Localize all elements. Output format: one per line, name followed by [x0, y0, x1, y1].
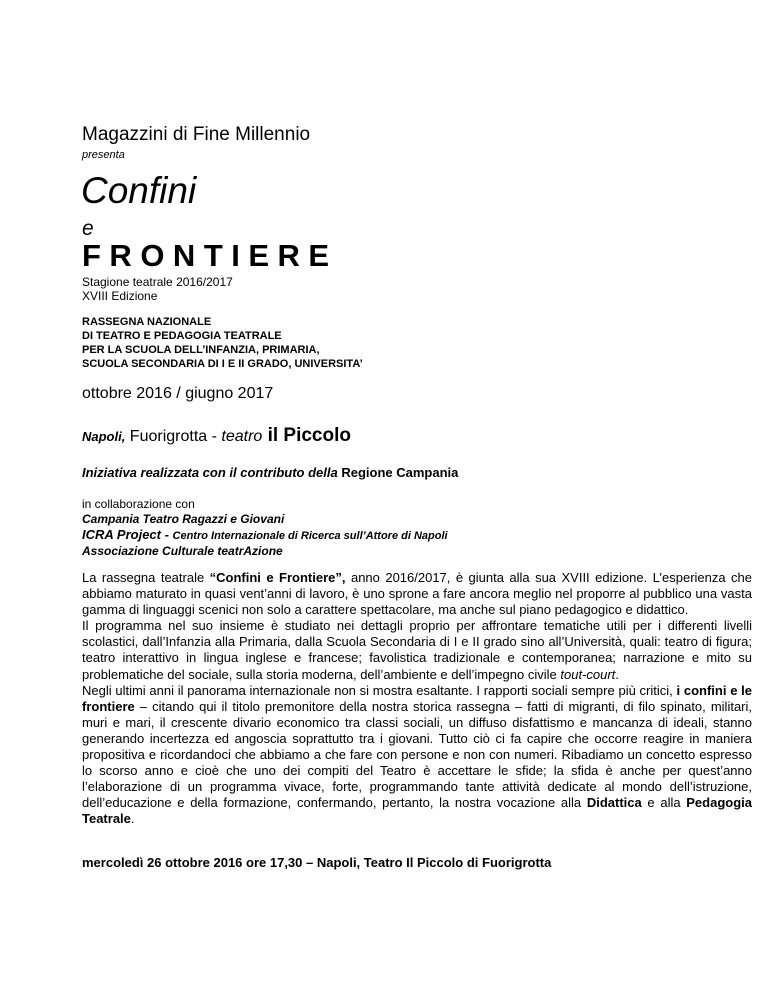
rassegna-line: DI TEATRO E PEDAGOGIA TEATRALE — [82, 330, 282, 342]
title-frontiere: FRONTIERE — [82, 238, 338, 273]
edition-label: XVIII Edizione — [82, 289, 158, 303]
rassegna-line: PER LA SCUOLA DELL’INFANZIA, PRIMARIA, — [82, 344, 320, 356]
rassegna-block — [82, 315, 363, 371]
text-run: . — [130, 811, 135, 827]
text-run-italic: tout-court — [560, 666, 616, 682]
body-paragraph — [82, 683, 752, 828]
text-run: La rassegna teatrale — [82, 570, 210, 585]
text-run-bold: Pedagogia Teatrale — [82, 795, 752, 827]
organization-name: Magazzini di Fine Millennio — [82, 124, 311, 145]
title-confini: Confini — [81, 170, 197, 211]
body-paragraph — [82, 570, 752, 618]
season-dates: ottobre 2016 / giugno 2017 — [82, 385, 274, 402]
text-run-bold: “Confini e Frontiere”, — [209, 570, 346, 585]
text-run: . — [615, 666, 619, 682]
body-text — [82, 570, 752, 828]
contribution-line — [82, 465, 458, 480]
text-run: e alla — [641, 795, 687, 811]
partner-icra-sub: Centro Internazionale di Ricerca sull’Attore di Napoli — [172, 530, 448, 542]
venue-city: Napoli, — [82, 429, 126, 444]
venue-line — [82, 425, 351, 447]
partner-teatrazione: Associazione Culturale teatrAzione — [82, 544, 283, 558]
text-run: – citando qui il titolo premonitore della nostra storica rassegna – fatti di migranti, di filo spinato, militari, muri e mari, il crescente divario economico tra classi sociali, un diffuso disfattismo e mancanza di ideali, stanno generando incertezza ed angoscia soprattutto tra i giovani. Tutto ciò ci fa capire che occorre reagire in maniera propositiva e ricordandoci che abbiamo a che fare con persone e non con numeri. Ribadiamo un concetto espresso lo scorso anno e cioè che uno dei compiti del Teatro è accettare le sfide; la sfida è anche per quest’anno l’elaborazione di un programma vivace, forte, programmando tante attività dedicate al mondo dell’istruzione, dell’educazione e della formazione, confermando, pertanto, la nostra vocazione alla — [82, 698, 752, 811]
text-run: anno 2016/2017, è giunta alla sua XVIII edizione. L’esperienza che abbiamo maturato in quasi vent’anni di lavoro, è uno sprone a fare ancora meglio nel proporre al pubblico una vasta gamma di linguaggi scenici non solo a carattere spettacolare, ma anche sul piano pedagogico e didattico. — [82, 570, 753, 618]
partner-campania: Campania Teatro Ragazzi e Giovani — [82, 512, 285, 526]
rassegna-line: SCUOLA SECONDARIA DI I E II GRADO, UNIVERSITA’ — [82, 358, 363, 370]
text-run: Negli ultimi anni il panorama internazionale non si mostra esaltante. I rapporti sociali sempre più critici, — [82, 682, 677, 698]
collaboration-intro: in collaborazione con — [82, 497, 195, 511]
venue-name: il Piccolo — [262, 425, 351, 446]
season-label: Stagione teatrale 2016/2017 — [82, 275, 233, 289]
contribution-prefix: Iniziativa realizzata con il contributo della — [82, 465, 338, 480]
venue-teatro: teatro — [221, 428, 263, 445]
partner-icra — [82, 527, 448, 544]
partner-icra-main: ICRA Project - — [82, 527, 173, 542]
text-run-bold: Didattica — [586, 795, 642, 811]
venue-district: Fuorigrotta - — [125, 428, 222, 445]
rassegna-line: RASSEGNA NAZIONALE — [82, 316, 212, 328]
text-run: Il programma nel suo insieme è studiato nei dettagli proprio per affrontare tematiche utili per i differenti livelli scolastici, dall’Infanzia alla Primaria, dalla Scuola Secondaria di I e II grado sino all’Università, quali: teatro di figura; teatro interattivo in lingua inglese e francese; favolistica tradizionale e contemporanea; narrazione e mito su problematiche del sociale, sulla storia moderna, dell’ambiente e dell’impegno civile — [82, 618, 752, 682]
event-line: mercoledì 26 ottobre 2016 ore 17,30 – Napoli, Teatro Il Piccolo di Fuorigrotta — [82, 855, 552, 870]
collaboration-block — [82, 497, 448, 559]
title-conjunction: e — [82, 217, 94, 240]
presents-label: presenta — [82, 149, 125, 161]
body-paragraph — [82, 618, 752, 682]
contribution-entity: Regione Campania — [337, 465, 459, 480]
text-run-bold: i confini e le frontiere — [82, 682, 752, 714]
